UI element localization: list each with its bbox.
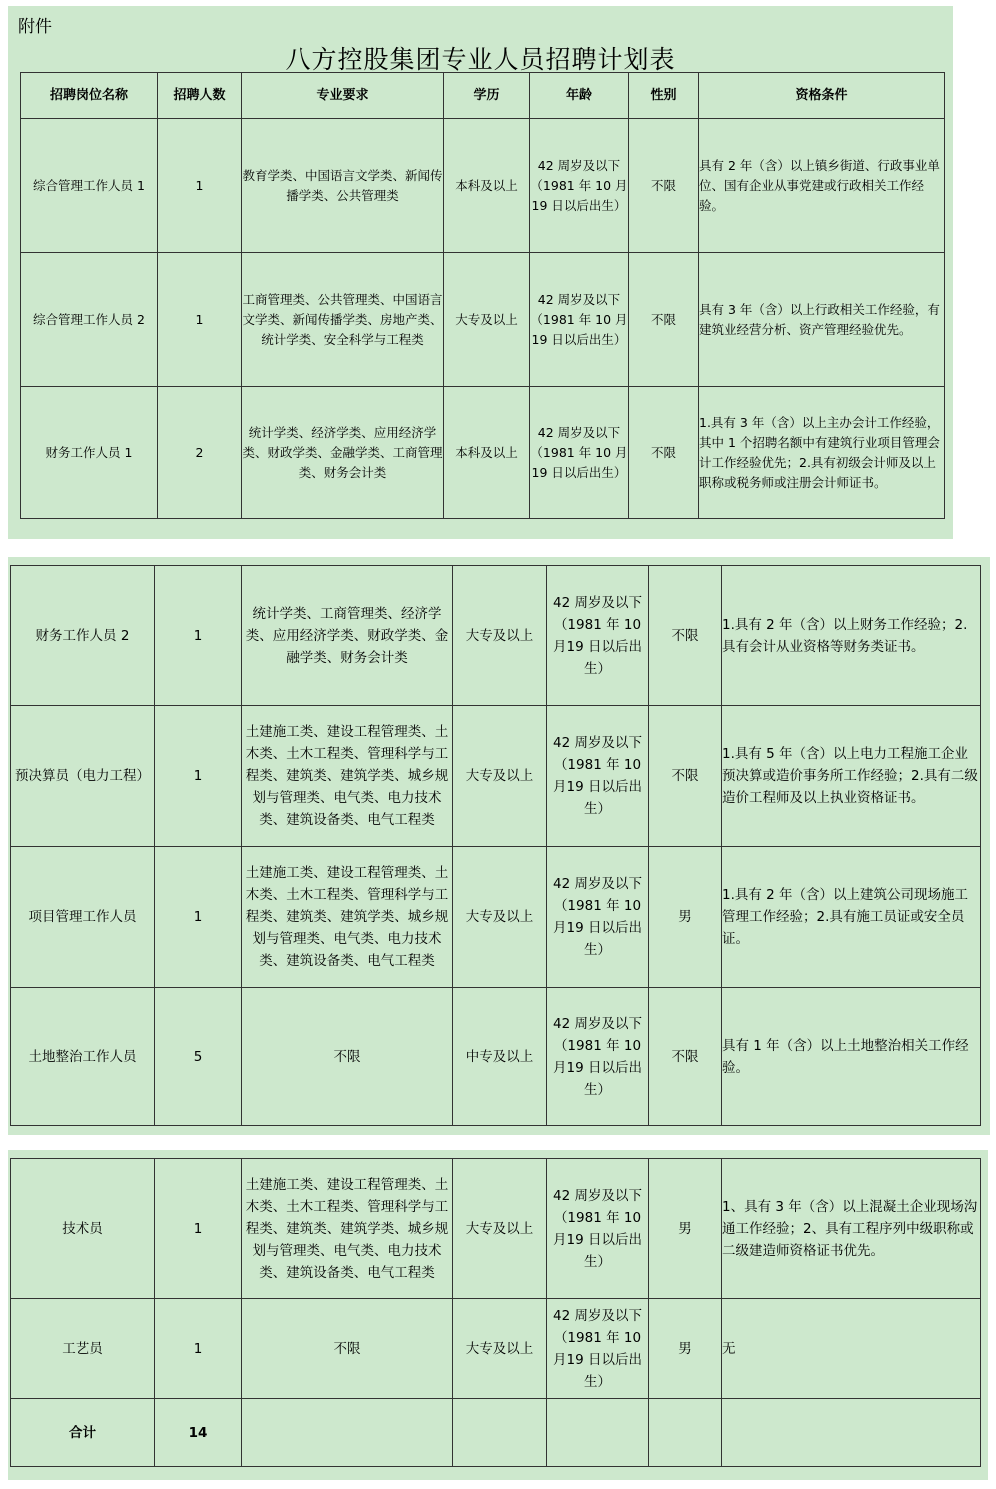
table-header-row [21,73,945,119]
cell-gender: 不限 [629,387,699,519]
cell-age: 42 周岁及以下（1981 年 10 月19 日以后出生） [530,387,629,519]
header-major: 专业要求 [242,73,444,119]
cell-major: 土建施工类、建设工程管理类、土木类、土木工程类、管理科学与工程类、建筑类、建筑学类、城乡规划与管理类、电气类、电力技术类、建筑设备类、电气工程类 [242,706,453,847]
cell-major: 工商管理类、公共管理类、中国语言文学类、新闻传播学类、房地产类、统计学类、安全科学与工程类 [242,253,444,387]
header-age: 年龄 [530,73,629,119]
cell-qualification: 1、具有 3 年（含）以上混凝土企业现场沟通工作经验；2、具有工程序列中级职称或二级建造师资格证书优先。 [722,1159,981,1299]
cell-education: 大专及以上 [453,847,547,988]
cell-major: 土建施工类、建设工程管理类、土木类、土木工程类、管理科学与工程类、建筑类、建筑学类、城乡规划与管理类、电气类、电力技术类、建筑设备类、电气工程类 [242,847,453,988]
cell-position: 综合管理工作人员 2 [21,253,158,387]
cell-position: 土地整治工作人员 [11,988,155,1126]
cell-major: 统计学类、经济学类、应用经济学类、财政学类、金融学类、工商管理类、财务会计类 [242,387,444,519]
table-row [11,1299,981,1399]
cell-age: 42 周岁及以下（1981 年 10 月19 日以后出生） [547,566,649,706]
cell-count: 1 [158,119,242,253]
cell-position: 预决算员（电力工程） [11,706,155,847]
cell-gender: 不限 [649,566,722,706]
cell-gender: 男 [649,1159,722,1299]
cell-age: 42 周岁及以下（1981 年 10 月19 日以后出生） [547,1299,649,1399]
header-gender: 性别 [629,73,699,119]
cell-count: 1 [155,1159,242,1299]
cell-age: 42 周岁及以下（1981 年 10 月19 日以后出生） [530,119,629,253]
table-row [21,119,945,253]
cell-gender: 不限 [649,988,722,1126]
table-row [11,847,981,988]
cell-qualification: 具有 1 年（含）以上土地整治相关工作经验。 [722,988,981,1126]
table-row [11,988,981,1126]
recruitment-table-part-3 [10,1158,981,1467]
cell-position: 项目管理工作人员 [11,847,155,988]
cell-qualification: 具有 3 年（含）以上行政相关工作经验，有建筑业经营分析、资产管理经验优先。 [699,253,945,387]
empty-cell [649,1399,722,1467]
cell-major: 统计学类、工商管理类、经济学类、应用经济学类、财政学类、金融学类、财务会计类 [242,566,453,706]
page-section-1 [8,6,953,539]
cell-age: 42 周岁及以下（1981 年 10 月19 日以后出生） [547,847,649,988]
cell-position: 财务工作人员 2 [11,566,155,706]
cell-count: 1 [155,847,242,988]
cell-qualification: 1.具有 3 年（含）以上主办会计工作经验，其中 1 个招聘名额中有建筑行业项目管理会计工作经验优先；2.具有初级会计师及以上职称或税务师或注册会计师证书。 [699,387,945,519]
cell-gender: 男 [649,847,722,988]
cell-qualification: 1.具有 2 年（含）以上建筑公司现场施工管理工作经验；2.具有施工员证或安全员证。 [722,847,981,988]
empty-cell [547,1399,649,1467]
cell-count: 1 [155,1299,242,1399]
header-position: 招聘岗位名称 [21,73,158,119]
empty-cell [453,1399,547,1467]
recruitment-table-part-1 [20,72,945,519]
header-count: 招聘人数 [158,73,242,119]
cell-qualification: 1.具有 2 年（含）以上财务工作经验；2.具有会计从业资格等财务类证书。 [722,566,981,706]
total-label: 合计 [11,1399,155,1467]
header-education: 学历 [444,73,530,119]
recruitment-table-part-2 [10,565,981,1126]
cell-age: 42 周岁及以下（1981 年 10 月19 日以后出生） [547,706,649,847]
header-qualification: 资格条件 [699,73,945,119]
cell-age: 42 周岁及以下（1981 年 10 月19 日以后出生） [530,253,629,387]
cell-qualification: 无 [722,1299,981,1399]
cell-education: 本科及以上 [444,387,530,519]
cell-education: 大专及以上 [444,253,530,387]
table-row [21,253,945,387]
cell-position: 工艺员 [11,1299,155,1399]
page-section-3 [8,1150,988,1480]
total-count: 14 [155,1399,242,1467]
empty-cell [242,1399,453,1467]
cell-position: 技术员 [11,1159,155,1299]
table-row [11,706,981,847]
cell-position: 综合管理工作人员 1 [21,119,158,253]
cell-count: 2 [158,387,242,519]
cell-gender: 不限 [649,706,722,847]
cell-major: 不限 [242,988,453,1126]
cell-education: 大专及以上 [453,1159,547,1299]
cell-count: 1 [155,706,242,847]
cell-education: 大专及以上 [453,706,547,847]
table-row [11,1159,981,1299]
cell-major: 教育学类、中国语言文学类、新闻传播学类、公共管理类 [242,119,444,253]
cell-age: 42 周岁及以下（1981 年 10 月19 日以后出生） [547,988,649,1126]
cell-major: 土建施工类、建设工程管理类、土木类、土木工程类、管理科学与工程类、建筑类、建筑学类、城乡规划与管理类、电气类、电力技术类、建筑设备类、电气工程类 [242,1159,453,1299]
cell-education: 本科及以上 [444,119,530,253]
cell-education: 中专及以上 [453,988,547,1126]
cell-count: 1 [158,253,242,387]
table-row [21,387,945,519]
cell-major: 不限 [242,1299,453,1399]
empty-cell [722,1399,981,1467]
cell-gender: 不限 [629,119,699,253]
cell-gender: 不限 [629,253,699,387]
cell-education: 大专及以上 [453,566,547,706]
cell-age: 42 周岁及以下（1981 年 10 月19 日以后出生） [547,1159,649,1299]
table-row [11,566,981,706]
page-title: 八方控股集团专业人员招聘计划表 [285,45,676,74]
cell-qualification: 1.具有 5 年（含）以上电力工程施工企业预决算或造价事务所工作经验；2.具有二级造价工程师及以上执业资格证书。 [722,706,981,847]
attachment-label: 附件 [18,17,52,37]
cell-position: 财务工作人员 1 [21,387,158,519]
cell-qualification: 具有 2 年（含）以上镇乡街道、行政事业单位、国有企业从事党建或行政相关工作经验。 [699,119,945,253]
cell-count: 1 [155,566,242,706]
cell-gender: 男 [649,1299,722,1399]
total-row [11,1399,981,1467]
cell-count: 5 [155,988,242,1126]
page-section-2 [8,557,990,1135]
cell-education: 大专及以上 [453,1299,547,1399]
